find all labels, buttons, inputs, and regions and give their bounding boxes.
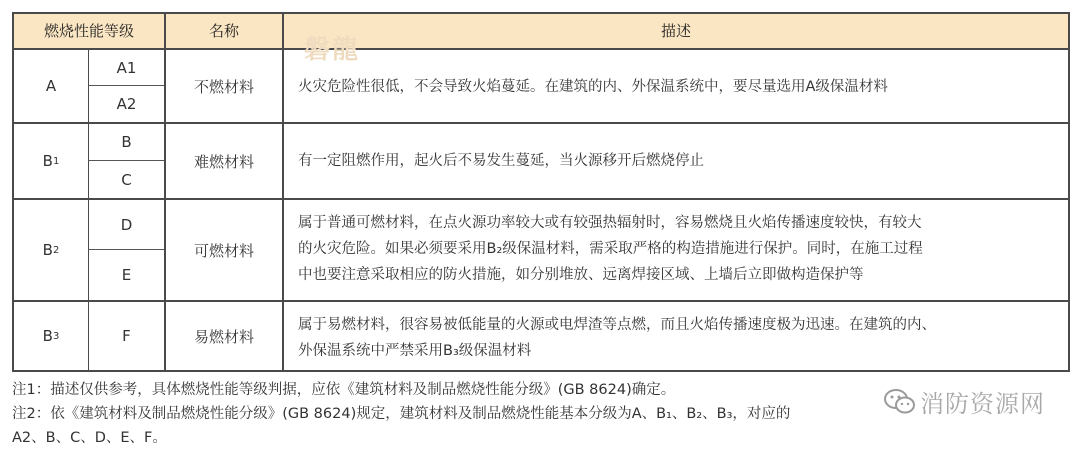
description-line: 火灾危险性很低，不会导致火焰蔓延。在建筑的内、外保温系统中，要尽量选用A级保温材料 — [298, 79, 888, 95]
description-line: 有一定阻燃作用，起火后不易发生蔓延，当火源移开后燃烧停止 — [298, 153, 704, 169]
grade-sub: 3 — [52, 330, 60, 342]
grade-sub: 1 — [52, 155, 60, 167]
level-cell: A1 — [116, 58, 137, 77]
level-cell: E — [121, 266, 132, 284]
grade-sub: 2 — [52, 244, 60, 256]
header-name: 名称 — [208, 22, 239, 40]
grade-main: B — [42, 327, 53, 345]
description-line: 的火灾危险。如果必须要采用B₂级保温材料，需采取严格的构造措施进行保护。同时，在施工过程 — [298, 241, 923, 257]
description-line: 属于普通可燃材料，在点火源功率较大或有较强热辐射时，容易燃烧且火焰传播速度较快，有较大 — [298, 215, 922, 231]
note-2-line-1: 注2：依《建筑材料及制品燃烧性能分级》(GB 8624)规定，建筑材料及制品燃烧性能基本分级为A、B₁、B₂、B₃，对应的 — [12, 406, 791, 422]
header-description: 描述 — [660, 22, 691, 40]
material-name: 可燃材料 — [193, 241, 254, 260]
grade-cell — [14, 50, 88, 122]
description — [298, 210, 1064, 288]
level-cell: B — [121, 133, 132, 151]
description-line: 中也要注意采取相应的防火措施，如分别堆放、远离焊接区域、上墙后立即做构造保护等 — [298, 267, 864, 283]
grade-main: B — [42, 152, 53, 170]
description — [298, 148, 1058, 174]
material-name: 易燃材料 — [193, 327, 254, 346]
level-cell: D — [120, 215, 133, 234]
fire-rating-table — [12, 12, 1070, 372]
material-name: 不燃材料 — [193, 77, 254, 96]
description — [298, 312, 1064, 364]
grade-main: A — [45, 77, 57, 95]
description-line: 外保温系统中严禁采用B₃级保温材料 — [298, 343, 532, 359]
note-1: 注1：描述仅供参考，具体燃烧性能等级判据，应依《建筑材料及制品燃烧性能分级》(GB 8624)确定。 — [12, 382, 676, 398]
description — [298, 74, 1058, 100]
watermark-logo: 磐龍 — [304, 35, 361, 65]
grade-cell — [14, 302, 88, 370]
col-divider — [282, 14, 284, 370]
note-2-line-2: A2、B、C、D、E、F。 — [12, 430, 167, 446]
table-header — [14, 14, 1068, 50]
header-grade: 燃烧性能等级 — [43, 22, 134, 40]
wechat-icon — [884, 388, 916, 420]
level-cell: A2 — [116, 95, 137, 113]
grade-cell — [14, 124, 88, 198]
level-cell: C — [121, 170, 132, 189]
grade-main: B — [42, 241, 53, 259]
description-line: 属于易燃材料，很容易被低能量的火源或电焊渣等点燃，而且火焰传播速度极为迅速。在建筑的内、 — [298, 317, 936, 333]
grade-cell — [14, 200, 88, 300]
brand-text: 消防资源网 — [920, 390, 1045, 418]
material-name: 难燃材料 — [193, 152, 254, 171]
brand-watermark — [878, 382, 1078, 422]
level-cell: F — [122, 327, 131, 345]
